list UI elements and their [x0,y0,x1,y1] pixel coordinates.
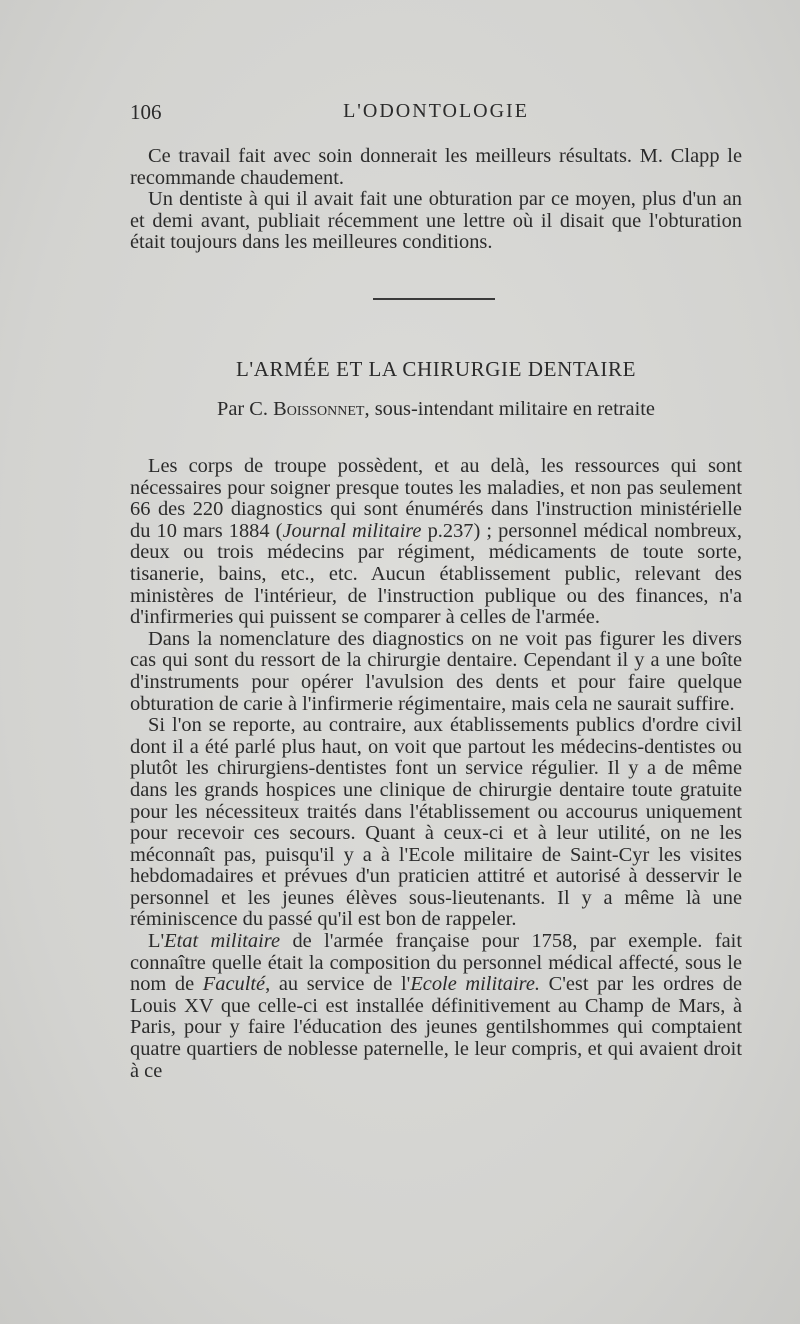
p1-text-a: Les corps de troupe possèdent, et au delà, les ressources qui sont nécessaires pour soigner presque toutes les maladies, et non pas seulement 66 des 220 diagnostics qui sont énumérés dans l'instruction ministérielle du 10 mars 1884 ( [130,455,742,542]
running-title: L'ODONTOLOGIE [343,100,529,122]
ecole-militaire-term: Ecole militaire. [410,973,540,996]
body-paragraph-2: Dans la nomenclature des diagnostics on ne voit pas figurer les divers cas qui sont du ressort de la chirurgie dentaire. Cependant il y a une boîte d'instruments pour opérer l'avulsion des dents et pour faire quelque obturation de carie à l'infirmerie régimentaire, mais cela ne saurait suffire. [130,627,742,715]
intro-text [130,146,742,254]
byline-author: Boissonnet [273,398,365,420]
article-body [130,456,742,1082]
intro-paragraph-2: Un dentiste à qui il avait fait une obturation par ce moyen, plus d'un an et demi avant, publiait récemment une lettre où il disait que l'obturation était toujours dans les meilleures conditions. [130,188,742,254]
body-paragraph-4 [130,931,742,1082]
section-divider [373,298,495,300]
body-paragraph-3: Si l'on se reporte, au contraire, aux établissements publics d'ordre civil dont il a été parlé plus haut, on voit que partout les médecins-dentistes ou plutôt les chirurgiens-dentistes font un service régulier. Il y a de même dans les grands hospices une clinique de chirurgie dentaire toute gratuite pour les nécessiteux traités dans l'établissement ou accourus uniquement pour recevoir ces secours. Quant à ceux-ci et à leur utilité, on ne les méconnaît pas, puisqu'il y a à l'Ecole militaire de Saint-Cyr les visites hebdomadaires et prévues d'un praticien attitré et autorisé à desservir le personnel et les jeunes élèves sous-lieutenants. Il y a même là une réminiscence du passé qu'il est bon de rappeler. [130,714,742,931]
byline-suffix: , sous-intendant militaire en retraite [364,398,655,420]
article-title: L'ARMÉE ET LA CHIRURGIE DENTAIRE [235,357,637,381]
p1-text-b: p.237) ; personnel médical nombreux, deux ou trois médecins par régiment, médicaments de toute sorte, tisanerie, bains, etc., etc. Aucun établissement public, relevant des ministères de l'intérieur, de l'instruction publique ou des finances, n'a d'infirmeries qui puissent se comparer à celles de l'armée. [130,519,742,629]
faculte-term: Faculté [202,973,266,996]
journal-title: Journal militaire [282,519,422,542]
page-header [130,100,742,130]
intro-paragraph-1: Ce travail fait avec soin donnerait les meilleurs résultats. M. Clapp le recommande chaudement. [130,145,742,189]
p4-text-a: L' [148,930,165,953]
p4-text-d: C'est par les ordres de Louis XV que celle-ci est installée définitivement au Champ de Mars, à Paris, pour y faire l'éducation des jeunes gentilshommes qui comptaient quatre quartiers de noblesse paternelle, le leur compris, et qui avaient droit à ce [130,973,742,1082]
byline-prefix: Par C. [217,398,274,420]
body-paragraph-1 [130,456,742,629]
p4-text-c: , au service de l' [265,973,411,996]
p4-text-b: de l'armée française pour 1758, par exemple. fait connaître quelle était la composition du personnel médical affecté, sous le nom de [130,930,743,996]
etat-militaire-title: Etat militaire [164,930,281,953]
page-number: 106 [130,100,162,124]
article-byline [130,398,742,421]
